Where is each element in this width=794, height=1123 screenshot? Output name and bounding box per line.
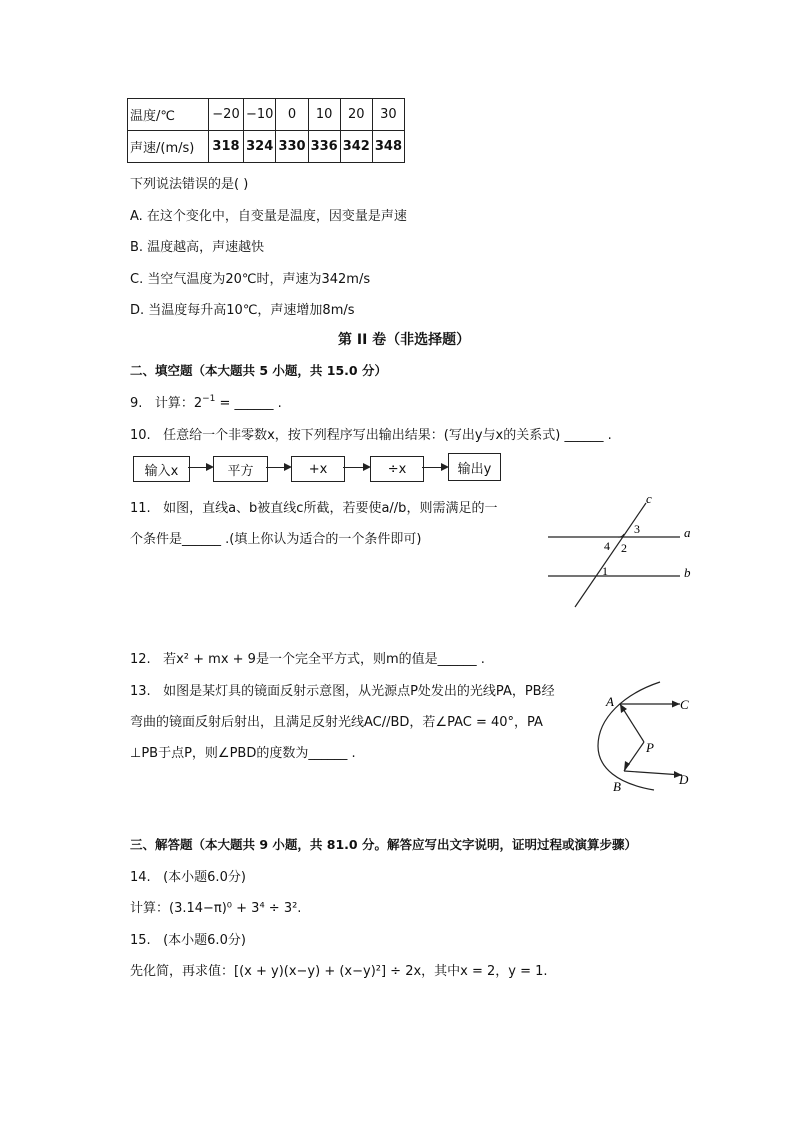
parallel-lines-figure: [540, 490, 700, 612]
table-cell: 0: [276, 99, 308, 131]
question-number: 9.: [130, 396, 143, 411]
flow-arrow: [422, 467, 447, 468]
question-text: 若x² + mx + 9是一个完全平方式，则m的值是______ .: [163, 652, 485, 667]
table-cell: 330: [276, 131, 308, 163]
question-10: [130, 424, 612, 443]
part-title: 第 II 卷（非选择题）: [338, 332, 471, 348]
reflector-figure: [596, 676, 706, 798]
question-13-line2: 弯曲的镜面反射后射出，且满足反射光线AC//BD，若∠PAC = 40°，PA: [130, 715, 543, 730]
section-heading: 三、解答题（本大题共 9 小题，共 81.0 分。解答应写出文字说明，证明过程或演算步骤）: [130, 837, 637, 852]
flow-arrow: [343, 467, 369, 468]
question-number: 13.: [130, 684, 151, 699]
question-9: [130, 392, 282, 411]
table-header-cell: 温度/℃: [128, 99, 209, 131]
question-text: 计算：2: [154, 396, 203, 411]
flow-arrow: [266, 467, 290, 468]
label-a: a: [684, 525, 691, 540]
label-P: P: [646, 740, 654, 755]
question-number: 14.: [130, 870, 151, 885]
table-cell: 342: [340, 131, 372, 163]
flow-box-output: 输出y: [448, 453, 501, 481]
option-a: A. 在这个变化中，自变量是温度，因变量是声速: [130, 209, 407, 224]
label-c: c: [646, 491, 652, 506]
table-cell: 324: [244, 131, 276, 163]
question-text: 如图是某灯具的镜面反射示意图，从光源点P处发出的光线PA，PB经: [163, 684, 555, 699]
flow-box-square: 平方: [213, 456, 268, 482]
question-15-text: 先化简，再求值：[(x + y)(x−y) + (x−y)²] ÷ 2x，其中x = 2，y = 1.: [130, 964, 548, 979]
ray-bd: [624, 771, 682, 775]
label-D: D: [679, 772, 689, 787]
question-number: 12.: [130, 652, 151, 667]
flow-box-add: +x: [291, 456, 345, 482]
angle-4-label: 4: [604, 539, 610, 553]
option-c: C. 当空气温度为20℃时，声速为342m/s: [130, 272, 371, 287]
label-B: B: [613, 779, 621, 794]
question-11-line2: 个条件是______ .(填上你认为适合的一个条件即可): [130, 532, 422, 547]
answer-blank: = ______ .: [219, 396, 282, 411]
question-14-text: 计算：(3.14−π)⁰ + 3⁴ ÷ 3².: [130, 901, 302, 916]
question-number: 15.: [130, 933, 151, 948]
angle-3-label: 3: [634, 522, 640, 536]
question-11-line1: [130, 497, 497, 516]
table-cell: 336: [308, 131, 340, 163]
question-number: 11.: [130, 501, 151, 516]
table-cell: 20: [340, 99, 372, 131]
arrow-b-icon: [624, 761, 630, 771]
question-text: 如图，直线a、b被直线c所截，若要使a//b，则需满足的一: [163, 501, 498, 516]
question-number: 10.: [130, 428, 151, 443]
table-cell: 30: [372, 99, 404, 131]
arrow-c-icon: [672, 701, 680, 708]
label-C: C: [680, 697, 689, 712]
flow-box-divide: ÷x: [370, 456, 424, 482]
angle-1-label: 1: [602, 564, 608, 578]
question-text: 任意给一个非零数x，按下列程序写出输出结果：(写出y与x的关系式) ______ .: [163, 428, 612, 443]
question-score: (本小题6.0分): [163, 870, 246, 885]
label-A: A: [606, 694, 614, 709]
angle-2-label: 2: [621, 541, 627, 555]
table-cell: 348: [372, 131, 404, 163]
table-row: [128, 99, 405, 131]
flow-arrow: [188, 467, 212, 468]
question-13-line3: ⊥PB于点P，则∠PBD的度数为______ .: [130, 746, 356, 761]
question-14-header: [130, 866, 246, 885]
table-cell: −10: [244, 99, 276, 131]
table-cell: 318: [209, 131, 244, 163]
section-heading: 二、填空题（本大题共 5 小题，共 15.0 分）: [130, 363, 387, 378]
option-d: D. 当温度每升高10℃，声速增加8m/s: [130, 303, 355, 318]
table-cell: 10: [308, 99, 340, 131]
table-row: [128, 131, 405, 163]
temperature-speed-table: [127, 98, 405, 163]
table-header-cell: 声速/(m/s): [128, 131, 209, 163]
question-13-line1: [130, 680, 555, 699]
label-b: b: [684, 565, 691, 580]
line-c: [575, 503, 646, 607]
table-cell: −20: [209, 99, 244, 131]
flow-box-input: 输入x: [133, 456, 190, 482]
question-15-header: [130, 929, 246, 948]
exponent: −1: [202, 394, 216, 404]
question-12: [130, 648, 485, 667]
option-b: B. 温度越高，声速越快: [130, 240, 265, 255]
question-stem: 下列说法错误的是( ): [130, 177, 249, 192]
arrow-a-icon: [620, 704, 627, 713]
question-score: (本小题6.0分): [163, 933, 246, 948]
